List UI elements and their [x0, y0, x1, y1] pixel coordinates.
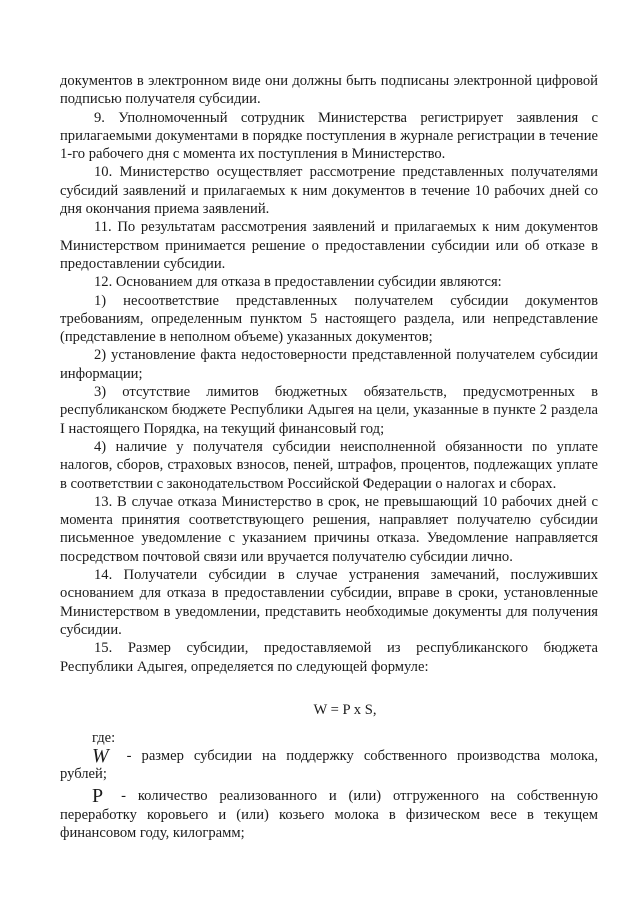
paragraph-continuation: документов в электронном виде они должны быть подписаны электронной цифровой подписью получателя субсидии. — [60, 73, 598, 108]
paragraph-item-12: 12. Основанием для отказа в предоставлении субсидии являются: — [94, 274, 502, 291]
where-label: где: — [92, 729, 116, 746]
paragraph-subitem-1: 1) несоответствие представленных получателем субсидии документов требованиям, определенным пунктом 5 настоящего раздела, или непредставление (представление в неполном объеме) указанных документов; — [60, 292, 598, 346]
definition-p-text: - количество реализованного и (или) отгруженного на собственную переработку коровьего и (или) козьего молока в физическом весе в текущем финансовом году, килограмм; — [60, 788, 598, 841]
paragraph-item-11: 11. По результатам рассмотрения заявлений и прилагаемых к ним документов Министерством принимается решение о предоставлении субсидии или об отказе в предоставлении субсидии. — [60, 219, 598, 272]
formula: W = P x S, — [313, 701, 377, 718]
paragraph-item-15: 15. Размер субсидии, предоставляемой из республиканского бюджета Республики Адыгея, определяется по следующей формуле: — [60, 640, 598, 675]
paragraph-item-13: 13. В случае отказа Министерство в срок, не превышающий 10 рабочих дней с момента принятия соответствующего решения, направляет получателю субсидии письменное уведомление с указанием причины отказа. Уведомление направляется посредством почтовой связи или вручается получателю субсидии лично. — [60, 493, 598, 565]
paragraph-item-14: 14. Получатели субсидии в случае устранения замечаний, послуживших основанием для отказа в предоставлении субсидии, вправе в сроки, установленные Министерством в уведомлении, представить необходимые документы для получения субсидии. — [60, 567, 598, 638]
paragraph-subitem-4: 4) наличие у получателя субсидии неисполненной обязанности по уплате налогов, сборов, страховых взносов, пеней, штрафов, процентов, подлежащих уплате в соответствии с законодательством Российской Федерации о налогах и сборах. — [60, 438, 598, 492]
definition-w — [60, 744, 598, 784]
symbol-w: W — [92, 744, 109, 767]
definition-p — [60, 787, 598, 842]
paragraph-subitem-2: 2) установление факта недостоверности представленной получателем субсидии информации; — [60, 347, 598, 382]
definition-w-text: - размер субсидии на поддержку собственного производства молока, рублей; — [60, 747, 598, 783]
paragraph-subitem-3: 3) отсутствие лимитов бюджетных обязательств, предусмотренных в республиканском бюджете Республики Адыгея на цели, указанные в пункте 2 раздела I настоящего Порядка, на текущий финансовый год; — [60, 384, 598, 437]
paragraph-item-9: 9. Уполномоченный сотрудник Министерства регистрирует заявления с прилагаемыми документами в порядке поступления в журнале регистрации в течение 1-го рабочего дня с момента их поступления в Министерство. — [60, 109, 598, 163]
symbol-p: P — [92, 785, 104, 808]
paragraph-item-10: 10. Министерство осуществляет рассмотрение представленных получателями субсидий заявлений и прилагаемых к ним документов в течение 10 рабочих дней со дня окончания приема заявлений. — [60, 164, 598, 218]
